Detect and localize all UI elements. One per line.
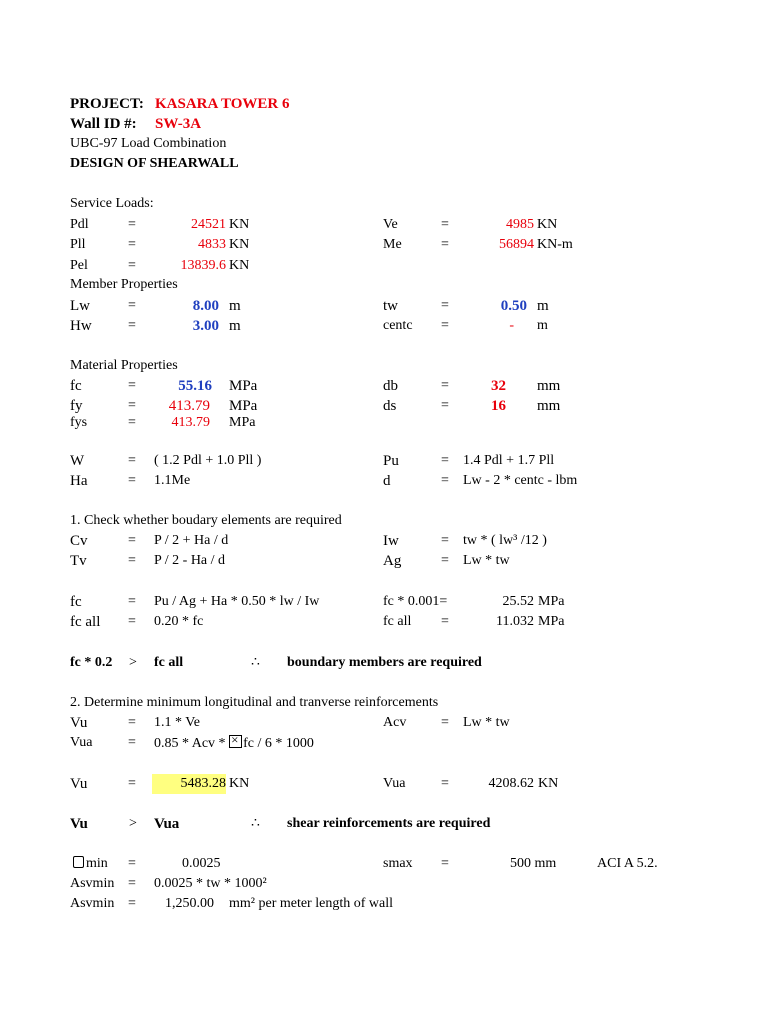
- aci-reference: ACI A 5.2.: [597, 856, 658, 871]
- vua-result-unit: KN: [538, 776, 559, 791]
- fc-all-unit: MPa: [538, 614, 565, 629]
- d-formula: Lw - 2 * centc - lbm: [463, 473, 578, 488]
- fys-equals: =: [128, 415, 136, 430]
- asvmin-result-equals: =: [128, 896, 136, 911]
- w-equals: =: [128, 453, 136, 468]
- tw-equals: =: [441, 298, 449, 313]
- lw-value: 8.00: [192, 298, 219, 314]
- ha-formula: 1.1Me: [154, 473, 191, 488]
- ds-symbol: ds: [383, 398, 397, 414]
- ha-equals: =: [128, 473, 136, 488]
- cv-symbol: Cv: [70, 533, 88, 549]
- pel-equals: =: [128, 258, 136, 273]
- check2-conclusion-operator: >: [129, 816, 137, 831]
- ve-equals: =: [441, 217, 449, 232]
- cv-equals: =: [128, 533, 136, 548]
- centc-value: -: [509, 318, 514, 333]
- sqrt-icon: [229, 735, 242, 748]
- me-symbol: Me: [383, 237, 402, 252]
- check1-conclusion-rhs: fc all: [154, 655, 184, 670]
- ve-value: 4985: [506, 217, 534, 232]
- hw-equals: =: [128, 318, 136, 333]
- asvmin-result-symbol: Asvmin: [70, 896, 115, 911]
- fc-all-value: 11.032: [496, 614, 534, 629]
- fc-calc-formula: Pu / Ag + Ha * 0.50 * lw / Iw: [154, 594, 320, 609]
- pel-unit: KN: [229, 258, 250, 273]
- tw-value: 0.50: [500, 298, 527, 314]
- pu-symbol: Pu: [383, 453, 399, 469]
- lw-symbol: Lw: [70, 298, 90, 314]
- fy-symbol: fy: [70, 398, 83, 414]
- wall-id-value: SW-3A: [155, 116, 202, 132]
- d-symbol: d: [383, 473, 391, 489]
- db-equals: =: [441, 378, 449, 393]
- pu-formula: 1.4 Pdl + 1.7 Pll: [463, 453, 555, 468]
- ve-symbol: Ve: [383, 217, 398, 232]
- service-loads-heading: Service Loads:: [70, 196, 154, 211]
- pll-value: 4833: [198, 237, 226, 252]
- ds-value: 16: [491, 398, 506, 414]
- ds-unit: mm: [537, 398, 561, 414]
- acv-formula: Lw * tw: [463, 715, 510, 730]
- rho-min-symbol: [73, 856, 108, 872]
- check1-conclusion-operator: >: [129, 655, 137, 670]
- vua-result-equals: =: [441, 776, 449, 791]
- check1-conclusion-lhs: fc * 0.2: [70, 655, 113, 670]
- rho-icon: [73, 856, 84, 868]
- vua-symbol: Vua: [70, 735, 93, 750]
- pu-equals: =: [441, 453, 449, 468]
- project-label: PROJECT:: [70, 96, 144, 112]
- me-unit: KN-m: [537, 237, 573, 252]
- cv-formula: P / 2 + Ha / d: [154, 533, 229, 548]
- fc-all-formula: 0.20 * fc: [154, 614, 204, 629]
- fc-unit: MPa: [229, 378, 258, 394]
- pll-unit: KN: [229, 237, 250, 252]
- fc-factored-unit: MPa: [538, 594, 565, 609]
- project-name: KASARA TOWER 6: [155, 96, 290, 112]
- vua-result-value: 4208.62: [488, 776, 534, 791]
- tv-formula: P / 2 - Ha / d: [154, 553, 226, 568]
- centc-equals: =: [441, 318, 449, 333]
- asvmin-symbol: Asvmin: [70, 876, 115, 891]
- ag-formula: Lw * tw: [463, 553, 510, 568]
- iw-formula: tw * ( lw³ /12 ): [463, 533, 547, 548]
- pel-symbol: Pel: [70, 258, 88, 273]
- fc-calc-equals: =: [128, 594, 136, 609]
- vu-formula: 1.1 * Ve: [154, 715, 201, 730]
- vua-formula-part-a: 0.85 * Acv *: [154, 736, 226, 751]
- vu-result-equals: =: [128, 776, 136, 791]
- fys-unit: MPa: [229, 415, 256, 430]
- acv-symbol: Acv: [383, 715, 407, 730]
- fc-factored-label: fc * 0.001=: [383, 594, 448, 609]
- pll-symbol: Pll: [70, 237, 86, 252]
- vu-result-value: 5483.28: [152, 774, 226, 794]
- fc-all-equals: =: [128, 614, 136, 629]
- vu-result-symbol: Vu: [70, 776, 88, 792]
- w-symbol: W: [70, 453, 85, 469]
- w-formula: ( 1.2 Pdl + 1.0 Pll ): [154, 453, 262, 468]
- db-symbol: db: [383, 378, 398, 394]
- iw-symbol: Iw: [383, 533, 399, 549]
- vua-formula-part-b: fc / 6 * 1000: [243, 736, 314, 751]
- check2-conclusion-rhs: Vua: [154, 816, 180, 832]
- tw-symbol: tw: [383, 298, 398, 314]
- vua-equals: =: [128, 735, 136, 750]
- vua-result-symbol: Vua: [383, 776, 406, 791]
- smax-value: 500 mm: [510, 856, 557, 871]
- pdl-symbol: Pdl: [70, 217, 89, 232]
- vu-symbol: Vu: [70, 715, 88, 731]
- pel-value: 13839.6: [180, 258, 226, 273]
- rho-min-label: min: [86, 856, 108, 871]
- tw-unit: m: [537, 298, 549, 314]
- lw-equals: =: [128, 298, 136, 313]
- asvmin-equals: =: [128, 876, 136, 891]
- asvmin-formula: 0.0025 * tw * 1000²: [154, 876, 267, 891]
- fc-all-label: fc all: [383, 614, 412, 629]
- pdl-unit: KN: [229, 217, 250, 232]
- check2-heading: 2. Determine minimum longitudinal and tranverse reinforcements: [70, 695, 439, 710]
- smax-symbol: smax: [383, 856, 413, 871]
- asvmin-result-value: 1,250.00: [165, 896, 214, 911]
- hw-unit: m: [229, 318, 241, 334]
- fc-symbol: fc: [70, 378, 82, 394]
- fc-factored-value: 25.52: [502, 594, 534, 609]
- therefore-icon: ∴: [251, 816, 260, 831]
- hw-value: 3.00: [192, 318, 219, 334]
- me-value: 56894: [499, 237, 534, 252]
- check1-conclusion-text: boundary members are required: [287, 655, 482, 670]
- fc-equals: =: [128, 378, 136, 393]
- fc-calc-symbol: fc: [70, 594, 82, 610]
- fys-symbol: fys: [70, 415, 88, 430]
- pdl-value: 24521: [191, 217, 226, 232]
- fy-value: 413.79: [168, 398, 210, 414]
- me-equals: =: [441, 237, 449, 252]
- ds-equals: =: [441, 398, 449, 413]
- ha-symbol: Ha: [70, 473, 88, 489]
- pdl-equals: =: [128, 217, 136, 232]
- pll-equals: =: [128, 237, 136, 252]
- ag-symbol: Ag: [383, 553, 402, 569]
- fys-value: 413.79: [171, 415, 210, 430]
- rho-min-value: 0.0025: [182, 856, 221, 871]
- fc-all-symbol: fc all: [70, 614, 101, 630]
- load-combination: UBC-97 Load Combination: [70, 136, 227, 151]
- tv-symbol: Tv: [70, 553, 87, 569]
- db-value: 32: [491, 378, 506, 394]
- vu-result-unit: KN: [229, 776, 250, 791]
- fy-equals: =: [128, 398, 136, 413]
- check1-heading: 1. Check whether boudary elements are required: [70, 513, 342, 528]
- member-properties-heading: Member Properties: [70, 277, 178, 292]
- check2-conclusion-lhs: Vu: [70, 816, 88, 832]
- fc-value: 55.16: [178, 378, 212, 394]
- ag-equals: =: [441, 553, 449, 568]
- vu-equals: =: [128, 715, 136, 730]
- acv-equals: =: [441, 715, 449, 730]
- centc-symbol: centc: [383, 318, 413, 333]
- vua-formula: [154, 735, 314, 752]
- ve-unit: KN: [537, 217, 558, 232]
- wall-id-label: Wall ID #:: [70, 116, 137, 132]
- lw-unit: m: [229, 298, 241, 314]
- centc-unit: m: [537, 318, 548, 333]
- d-equals: =: [441, 473, 449, 488]
- page-title: DESIGN OF SHEARWALL: [70, 156, 239, 171]
- rho-min-equals: =: [128, 856, 136, 871]
- fy-unit: MPa: [229, 398, 258, 414]
- fc-all-equals-right: =: [441, 614, 449, 629]
- tv-equals: =: [128, 553, 136, 568]
- check2-conclusion-text: shear reinforcements are required: [287, 816, 491, 831]
- hw-symbol: Hw: [70, 318, 92, 334]
- therefore-icon: ∴: [251, 655, 260, 670]
- db-unit: mm: [537, 378, 561, 394]
- smax-equals: =: [441, 856, 449, 871]
- asvmin-result-unit: mm² per meter length of wall: [229, 896, 393, 911]
- material-properties-heading: Material Properties: [70, 358, 178, 373]
- iw-equals: =: [441, 533, 449, 548]
